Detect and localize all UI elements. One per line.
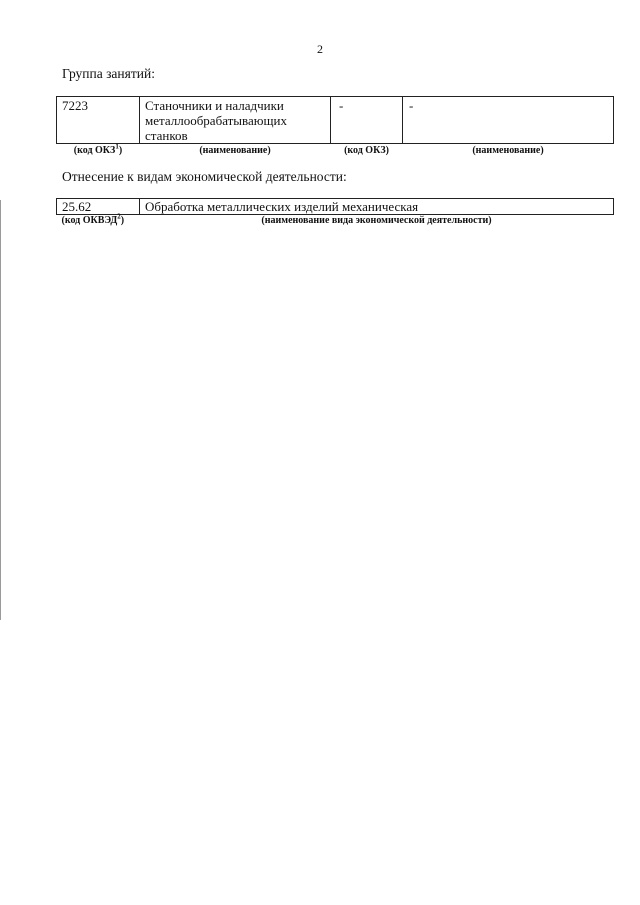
caption-name: (наименование) xyxy=(199,145,271,156)
activity-title: Отнесение к видам экономической деятельности: xyxy=(62,169,347,184)
table-row xyxy=(57,97,614,144)
caption-okz-code: (код ОКЗ$^1$) xyxy=(73,142,123,156)
occupation-group-table xyxy=(56,96,614,157)
occupation-name-line: металлообрабатывающих xyxy=(145,113,287,128)
occupation-group-title: Группа занятий: xyxy=(62,66,155,81)
okz-code-cell: 7223 xyxy=(57,97,140,144)
caption-name-2: (наименование) xyxy=(472,145,544,156)
okz-code-2-cell: - xyxy=(331,97,403,144)
occupation-name-line: Станочники и наладчики xyxy=(145,98,284,113)
caption-row xyxy=(57,144,614,158)
caption-okz-code-2: (код ОКЗ) xyxy=(344,145,389,156)
table-row xyxy=(57,199,614,215)
activity-table xyxy=(56,198,614,227)
caption-row xyxy=(57,215,614,228)
caption-okved-code: (код ОКВЭД$^2$) xyxy=(61,212,125,226)
occupation-name-2-cell: - xyxy=(403,97,614,144)
occupation-name-cell xyxy=(140,97,331,144)
occupation-name-line: станков xyxy=(145,128,188,143)
activity-name-cell: Обработка металлических изделий механическая xyxy=(140,199,614,215)
scan-edge-line xyxy=(0,200,1,620)
page-number: 2 xyxy=(317,42,323,56)
okved-code-cell: 25.62 xyxy=(57,199,140,215)
caption-activity-name: (наименование вида экономической деятельности) xyxy=(261,215,492,226)
